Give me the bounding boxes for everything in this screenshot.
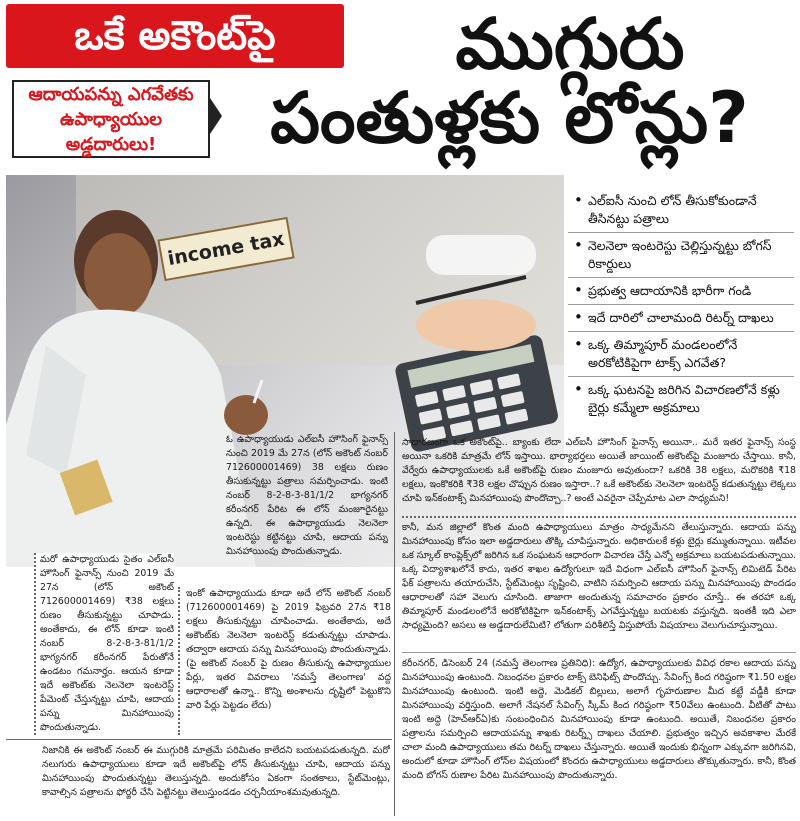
bottom-paragraph: నిజానికి ఈ అకౌంట్ నంబర్ ఈ ముగ్గురికి మాత్రమే పరిమితం కాలేదని బయటపడుతున్నది. మరో నలుగురు ఉపాధ్యాయులు కూడా ఇదే అకౌంట్‌పై లోన్ తీసుకున్నట్టు చూపి, ఆదాయ పన్ను మినహాయింపు పొందుతున్నట్టు తెలుస్తున్నది. అందుకోసం ఏకంగా సంతకాలు, స్టేట్‌మెంట్లు, కావాల్సిన పత్రాలను ఫోర్జరీ చేసి పెట్టినట్టు తెలుస్తుండడం చర్చనీయాంశమవుతున్నది. bbox=[42, 745, 390, 798]
kicker-banner: ఒకే అకౌంట్‌పై bbox=[6, 4, 344, 68]
headline-line-1: ముగ్గురు bbox=[455, 3, 685, 85]
income-tax-tag: income tax bbox=[157, 217, 294, 281]
column-divider bbox=[394, 432, 395, 816]
list-item: • ఒక్క తిమ్మాపూర్ మండలంలోనే అరకోటికిపైగా టాక్స్ ఎగవేత? bbox=[568, 332, 794, 377]
right-column-dateline: కరీంనగర్, డిసెంబర్ 24 (నమస్తే తెలంగాణ ప్రతినిధి): ఉద్యోగ, ఉపాధ్యాయులకు వివిధ రకాల ఆదాయ పన్ను మినహాయింపు ఉంటుంది. నిబంధనల ప్రకారం టాక్స్ బెనిఫిట్స్ పొందొచ్చు. సేవింగ్స్ కింద గరిష్ఠంగా ₹1.50 లక్షల మినహాయింపు ఉంటుంది. ఇంటి అద్దె, మెడికల్ బిల్లులు, అలాగే గృహరుణాల మీద కట్టే వడ్డీకి కూడా మినహాయింపు వర్తిస్తుంది. అలాగే నేషనల్ సేవింగ్స్ స్కీమ్ కింద గరిష్ఠంగా ₹50వేలు ఉంటుంది. వీటితో పాటు ఇంటి అద్దె (హెచ్ఆర్ఏ)కు సంబంధించిన మినహాయింపు కూడా ఉంటుంది. అయితే, నిబంధనల ప్రకారం పత్రాలను సమర్పించి ఆదాయపన్ను శాఖకు రిటర్న్స్ దాఖలు చేయాలి. ప్రభుత్వం ఇచ్చిన అవకాశాల మేరకే చాలా మంది ఉపాధ్యాయులు తమ రిటర్న్ దాఖలు చేస్తున్నారు. అయితే ఇందుకు భిన్నంగా ఎక్కువగా జరిగినవి, అందులో కూడా హౌసింగ్ లోన్‌ల విషయంలో కొందరు ఉపాధ్యాయులు అడ్డదారులు తొక్కుతున్నారు. కానీ, కొంత మంది బోగస్ రుణాల పేరిట మినహాయింపు పొందుతున్నారు. bbox=[402, 652, 796, 821]
bottom-divider bbox=[6, 739, 392, 740]
headline-line-2: పంతుళ్లకు లోన్లు? bbox=[270, 77, 749, 159]
highlights-list bbox=[568, 188, 794, 421]
list-item: • ప్రభుత్వ ఆదాయానికి భారీగా గండి bbox=[568, 278, 794, 305]
list-item: • ఇదే దారిలో చాలామంది రిటర్న్ దాఖలు bbox=[568, 305, 794, 332]
chevron-pointer-icon bbox=[210, 98, 222, 134]
middle-column-bottom: ఇంకో ఉపాధ్యాయుడు కూడా అదే లోన్ అకౌంట్ నంబర్ (712600001469) పై 2019 ఫిబ్రవరి 27న ₹18 లక్షలు తీసుకున్నట్టు చూపించాడు. అంతేకాదు, అదే అకౌంట్‌కు నెలనెలా ఇంటరెస్ట్ కడుతున్నట్టు చూపాడు. తద్వారా ఆదాయ పన్ను మినహాయింపు పొందుతున్నాడు. (పై అకౌంట్ నంబర్ పై రుణం తీసుకున్న ఉపాధ్యాయుల పేర్లు, ఇతర వివరాలు 'నమస్తే తెలంగాణ' వద్ద ఆధారాలతో ఉన్నా.. కొన్ని అంశాలను దృష్టిలో పెట్టుకొని వారి పేర్లు పెట్టడం లేదు) bbox=[178, 587, 391, 735]
left-column: మరో ఉపాధ్యాయుడు సైతం ఎల్‌ఐసీ హౌసింగ్ ఫైనాన్స్ నుంచి 2019 మే 27న (లోన్ అకౌంట్ 712600001469) ₹38 లక్షలు రుణం తీసుకున్నట్టు చూపాడు. అంతేకాదు, ఈ లోన్ కూడా ఇంటి నంబర్ 8-2-8-3-81/1/2 భాగ్యనగర్ కరీంనగర్ పేరుతోనే ఉండటం గమనార్హం. ఆయన కూడా ఇదే అకౌంట్‌కు నెలనెలా ఇంటరెస్ట్ పేమెంట్ చేస్తున్నట్టు చూపి, ఆదాయ పన్ను మినహాయింపు పొందుతున్నాడు. bbox=[34, 553, 174, 735]
side-headline: ఆదాయపన్ను ఎగవేతకు ఉపాధ్యాయుల అడ్డదారులు! bbox=[12, 80, 210, 158]
right-column-body: కానీ, మన జిల్లాలో కొంత మంది ఉపాధ్యాయులు మాత్రం సాధ్యమేనని తేలుస్తున్నారు. ఆదాయ పన్ను మినహాయింపు కోసం ఇలా అడ్డదారులు తొక్కి చూపిస్తున్నారు. అధికారులకే కళ్లు బైర్లు కమ్ముతున్నాయి. ఇటీవల ఒక స్కూల్ కాంప్లెక్స్‌లో జరిగిన ఒక సంఘటన ఆధారంగా విచారణ చేస్తే ఎన్నో అక్రమాలు బయటపడుతున్నాయి. ఒక్క విద్యాశాఖలోనే కాదు, ఇతర శాఖల ఉద్యోగులూ ఇదే విధంగా ఎల్‌ఐసీ హౌసింగ్ ఫైనాన్స్ లిమిటెడ్ పేరిట ఫేక్ పత్రాలను తయారుచేసి, స్టేట్‌మెంట్లు సృష్టించి, వాటిని సమర్పించి ఆదాయ పన్ను మినహాయింపు పొందడం ఆధారాలతో సహా వెలుగు చూసింది. తాజాగా అందుతున్న సమాచారం ప్రకారం చూస్తే.. ఈ తరహా ఒక్క తిమ్మాపూర్ మండలంలోనే అరకోటికిపైగా ఇన్‌కంటాక్స్ ఎగవేస్తున్నట్టు బయటకు వస్తున్నది. ఇంతకీ ఇది ఎలా సాధ్యమైంది? అసలు ఆ అడ్డదారులేమిటి? లోతుగా పరిశీలిస్తే విస్తుపోయే విషయాలు వెలుగుచూస్తున్నాయి. bbox=[402, 516, 796, 653]
list-item: • నెలనెలా ఇంటరెస్టు చెల్లిస్తున్నట్టు బోగస్ రికార్డులు bbox=[568, 233, 794, 278]
list-item: • ఒక్క ఘటనపై జరిగిన విచారణలోనే కళ్లు బైర్లు కమ్మేలా అక్రమాలు bbox=[568, 377, 794, 421]
list-item: • ఎల్‌ఐసీ నుంచి లోన్ తీసుకోకుండానే తీసినట్టు పత్రాలు bbox=[568, 188, 794, 233]
right-column-intro: సాధారణంగా ఒక అకౌంట్‌పై.. బ్యాంకు లేదా ఎల్‌ఐసీ హౌసింగ్ ఫైనాన్స్ అయినా.. మరే ఇతర ఫైనాన్స్ సంస్థ అయినా ఒకరికి మాత్రమే లోన్ ఇస్తాయి. భార్యాభర్తలు అయితే జాయింట్ అకౌంట్‌పై మంజూరు చేస్తాయి. కానీ, వేర్వేరు ఉపాధ్యాయులకు ఒకే అకౌంట్‌పై రుణం మంజూరు అవుతుందా? ఒకరికి 38 లక్షలు, మరొకరికి ₹18 లక్షలు, ఇంకొకరికి ₹38 లక్షల చొప్పున రుణం ఇస్తారా..? ఒకే అకౌంట్‌కు నెలనెలా ఇంటరెస్ట్ కడుతున్నట్టు లెక్కలు చూపి ఇన్‌కంటాక్స్ మినహాయింపు పొందొచ్చా..? అంటే ఎవరైనా చెప్పేమాట ఎలా సాధ్యమని! bbox=[402, 437, 796, 504]
middle-column-top: ఓ ఉపాధ్యాయుడు ఎల్‌ఐసీ హౌసింగ్ ఫైనాన్స్ నుంచి 2019 మే 27న (లోన్ అకౌంట్ నంబర్ 712600001469) 38 లక్షలు రుణం తీసుకున్నట్టు పత్రాలు సమర్పించాడు. ఇంటి నంబర్ 8-2-8-3-81/1/2 భాగ్యనగర్ కరీంనగర్ పేరిట ఈ లోన్ మంజూరైనట్టు ఉన్నది. ఈ ఉపాధ్యాయుడు నెలనెలా ఇంటరెస్టు కట్టినట్టు చూపి, ఆదాయ పన్ను మినహాయింపు పొందుతున్నాడు. bbox=[226, 434, 388, 557]
